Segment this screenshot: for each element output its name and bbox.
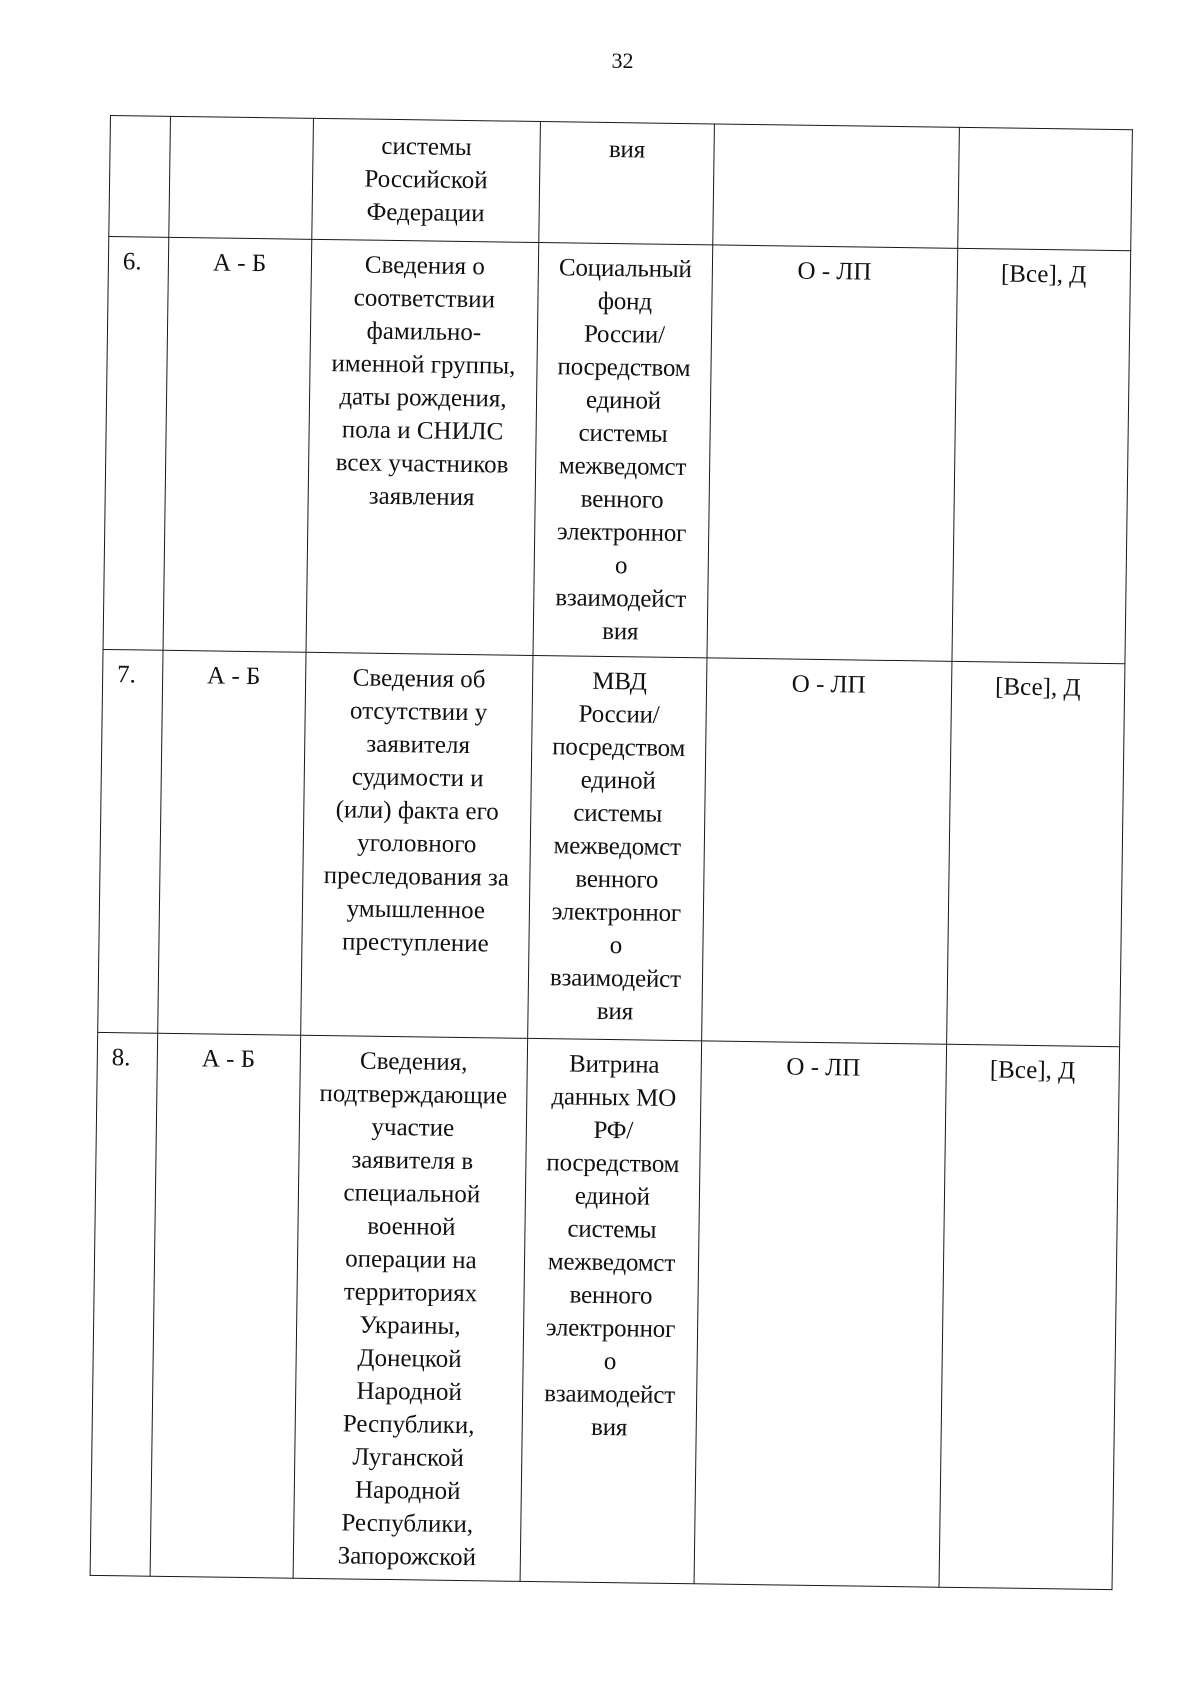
table-row [90,1032,1119,1589]
table-row-continuation [109,116,1133,251]
cell-source: Витрина данных МО РФ/ посредством единой системы межведомст венного электронног о взаимодейст вия [520,1038,701,1583]
cell-scope: [Все], Д [951,248,1130,663]
cell-code: А - Б [157,650,305,1035]
cell-scope: [Все], Д [939,1044,1120,1589]
cell-type: О - ЛП [707,245,958,661]
cell-number: 7. [98,649,163,1033]
cell-scope: [Все], Д [946,661,1125,1046]
cell-info: Сведения, подтверждающие участие заявителя в специальной военной операции на территориях Украины, Донецкой Народной Республики, Луганской Народной Республики, Запорожской [293,1035,528,1581]
cell-number: 6. [103,236,168,650]
cell-info: системы Российской Федерации [311,118,540,242]
page-number: 32 [611,48,634,73]
cell-source: Социальный фонд России/ посредством единой системы межведомст венного электронног о взаимодейст вия [533,243,712,658]
document-table [90,115,1133,1590]
cell-code [168,116,313,239]
table-row [98,649,1125,1046]
cell-type [712,124,959,248]
cell-number [109,116,170,238]
cell-info: Сведения о соответствии фамильно- именной группы, даты рождения, пола и СНИЛС всех участников заявления [306,239,539,655]
table-row [103,236,1131,663]
cell-type: О - ЛП [694,1041,946,1587]
cell-info: Сведения об отсутствии у заявителя судимости и (или) факта его уголовного преследования за умышленное преступление [300,652,533,1038]
cell-code: А - Б [150,1033,301,1578]
cell-source: МВД России/ посредством единой системы межведомст венного электронног о взаимодейст вия [528,655,707,1040]
cell-number: 8. [90,1032,157,1576]
cell-scope [957,127,1132,250]
cell-code: А - Б [163,237,312,652]
cell-source: вия [539,122,714,245]
cell-type: О - ЛП [701,658,951,1044]
